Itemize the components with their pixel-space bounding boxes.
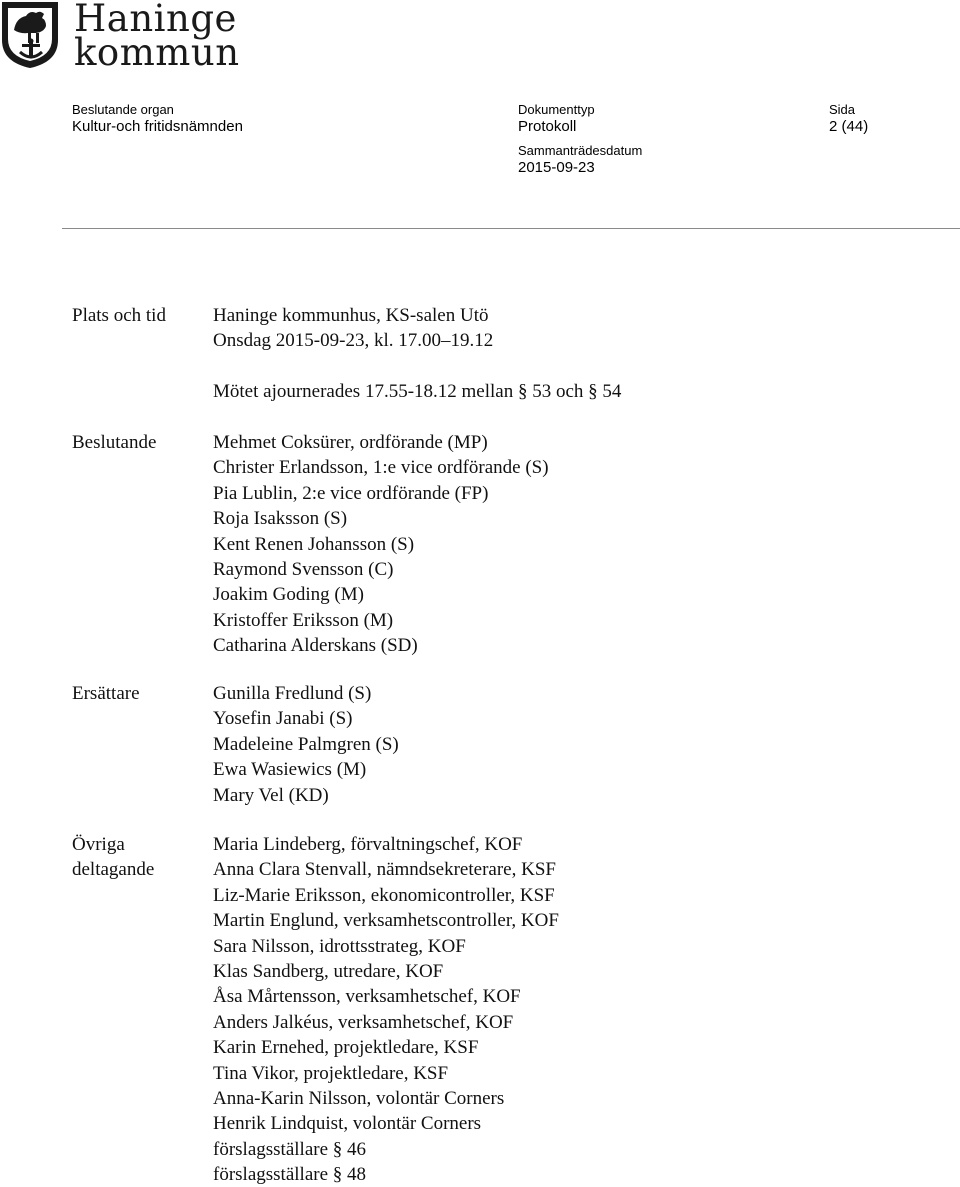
participant-item: Anna-Karin Nilsson, volontär Corners xyxy=(213,1087,505,1109)
adjournment-note xyxy=(213,379,621,404)
substitute-item: Gunilla Fredlund (S) xyxy=(213,683,372,704)
meeting-date-value: 2015-09-23 xyxy=(518,159,595,176)
beslutande-label: Beslutande xyxy=(72,432,157,453)
doctype-value: Protokoll xyxy=(518,118,577,135)
ersattare-label: Ersättare xyxy=(72,683,140,704)
doctype-block xyxy=(518,102,595,136)
page-number-block xyxy=(829,102,868,136)
participant-item: förslagsställare § 46 xyxy=(213,1138,367,1160)
header-divider xyxy=(62,228,960,229)
meeting-date-label: Sammanträdesdatum xyxy=(518,143,643,158)
substitute-item: Mary Vel (KD) xyxy=(213,784,329,806)
participant-item: Åsa Mårtensson, verksamhetschef, KOF xyxy=(213,986,521,1008)
page-value: 2 (44) xyxy=(829,118,869,135)
participant-item: Sara Nilsson, idrottsstrateg, KOF xyxy=(213,935,466,957)
organ-value: Kultur-och fritidsnämnden xyxy=(72,118,243,135)
participant-item: Karin Ernehed, projektledare, KSF xyxy=(213,1037,479,1059)
member-item: Roja Isaksson (S) xyxy=(213,508,348,530)
haninge-coat-of-arms-icon xyxy=(0,0,62,70)
adjournment-text: Mötet ajournerades 17.55-18.12 mellan § 53 och § 54 xyxy=(213,381,622,402)
ovriga-label-line1: Övriga xyxy=(72,834,125,855)
participant-item: Henrik Lindquist, volontär Corners xyxy=(213,1113,482,1135)
participant-item: förslagsställare § 48 xyxy=(213,1164,367,1186)
participant-item: Anders Jalkéus, verksamhetschef, KOF xyxy=(213,1011,514,1033)
member-item: Raymond Svensson (C) xyxy=(213,558,394,580)
member-item: Joakim Goding (M) xyxy=(213,584,364,606)
substitute-item: Ewa Wasiewics (M) xyxy=(213,759,367,781)
page-label: Sida xyxy=(829,102,856,117)
participant-item: Maria Lindeberg, förvaltningschef, KOF xyxy=(213,834,523,855)
beslutande-list xyxy=(213,430,549,659)
meeting-date-block xyxy=(518,143,642,177)
member-item: Kristoffer Eriksson (M) xyxy=(213,609,394,631)
member-item: Kent Renen Johansson (S) xyxy=(213,533,415,555)
participant-item: Liz-Marie Eriksson, ekonomicontroller, KSF xyxy=(213,884,555,906)
ovriga-label xyxy=(72,832,154,883)
logo-text-line2: kommun xyxy=(74,31,240,74)
substitute-item: Madeleine Palmgren (S) xyxy=(213,733,399,755)
organ-label: Beslutande organ xyxy=(72,102,174,117)
organ-block xyxy=(72,102,243,136)
member-item: Christer Erlandsson, 1:e vice ordförande (S) xyxy=(213,457,549,479)
ovriga-list xyxy=(213,832,559,1187)
member-item: Catharina Alderskans (SD) xyxy=(213,635,418,657)
haninge-logo xyxy=(0,0,240,74)
plats-body xyxy=(213,303,493,354)
participant-item: Martin Englund, verksamhetscontroller, KOF xyxy=(213,910,559,932)
plats-line: Onsdag 2015-09-23, kl. 17.00–19.12 xyxy=(213,330,494,352)
participant-item: Klas Sandberg, utredare, KOF xyxy=(213,960,444,982)
participant-item: Tina Vikor, projektledare, KSF xyxy=(213,1062,449,1084)
plats-line: Haninge kommunhus, KS-salen Utö xyxy=(213,305,489,326)
participant-item: Anna Clara Stenvall, nämndsekreterare, KSF xyxy=(213,859,556,881)
member-item: Pia Lublin, 2:e vice ordförande (FP) xyxy=(213,482,489,504)
substitute-item: Yosefin Janabi (S) xyxy=(213,708,353,730)
ersattare-list xyxy=(213,681,399,808)
plats-label: Plats och tid xyxy=(72,305,166,326)
logo-text-line1: Haninge xyxy=(74,0,237,40)
doctype-label: Dokumenttyp xyxy=(518,102,595,117)
ovriga-label-line2: deltagande xyxy=(72,859,155,881)
member-item: Mehmet Coksürer, ordförande (MP) xyxy=(213,432,488,453)
